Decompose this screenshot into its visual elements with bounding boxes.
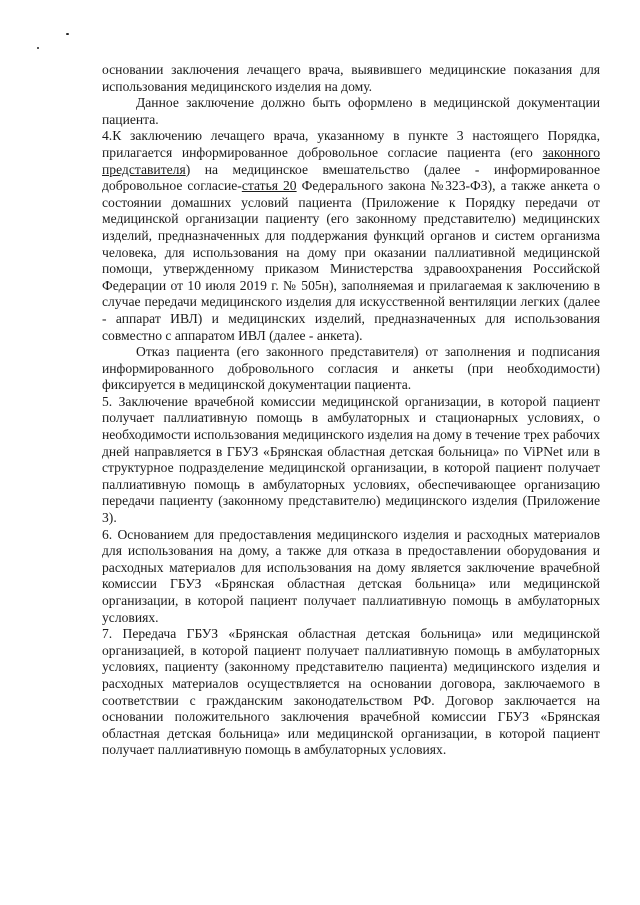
scan-speck <box>37 47 39 49</box>
paragraph-p4 <box>102 394 600 527</box>
text-segment: Данное заключение должно быть оформлено в медицинской документации пациента. <box>102 95 600 127</box>
underlined-reference: законного представителя <box>102 144 600 177</box>
paragraph-p1 <box>102 95 600 128</box>
document-body <box>102 62 600 759</box>
text-segment: 4.К заключению лечащего врача, указанному в пункте 3 настоящего Порядка, прилагается информированное добровольное согласие пациента (его <box>102 128 600 160</box>
text-segment: 6. Основанием для предоставления медицинского изделия и расходных материалов для использования на дому, а также для отказа в предоставлении оборудования и расходных материалов для использования на дому является заключение врачебной комиссии ГБУЗ «Брянская областная детская больница» или медицинской организации, в которой пациент получает паллиативную помощь в амбулаторных условиях. <box>102 526 600 625</box>
paragraph-p6 <box>102 626 600 759</box>
paragraph-p2 <box>102 128 600 344</box>
text-segment: Федерального закона №323-ФЗ), а также анкета о состоянии домашних условий пациента (Приложение к Порядку передачи от медицинской организации пациенту (его законному представителю) медицинских изделий, предназначенных для поддержания функций органов и систем организма человека, для использования на дому при оказании паллиативной медицинской помощи, утвержденному приказом Министерства здравоохранения Российской Федерации от 10 июля 2019 г. № 505н), заполняемая и прилагаемая к заключению в случае передачи медицинского изделия для искусственной вентиляции легких (далее - аппарат ИВЛ) и медицинских изделий, предназначенных для использования совместно с аппаратом ИВЛ (далее - анкета). <box>102 178 600 343</box>
text-segment: 5. Заключение врачебной комиссии медицинской организации, в которой пациент получает паллиативную помощь в амбулаторных и стационарных условиях, о необходимости использования медицинского изделия на дому в течение трех рабочих дней направляется в ГБУЗ «Брянская областная детская больница» по ViPNet или в структурное подразделение медицинской организации, в которой пациент получает паллиативную помощь в амбулаторных условиях, обеспечивающее организацию передачи пациенту (законному представителю) медицинского изделия (Приложение 3). <box>102 393 600 526</box>
scan-speck <box>66 33 69 35</box>
text-segment: Отказ пациента (его законного представителя) от заполнения и подписания информированного добровольного согласия и анкеты (при необходимости) фиксируется в медицинской документации пациента. <box>102 344 600 393</box>
underlined-reference: статья 20 <box>241 178 297 194</box>
text-segment: 7. Передача ГБУЗ «Брянская областная детская больница» или медицинской организацией, в которой пациент получает паллиативную помощь в амбулаторных условиях, пациенту (законному представителю пациента) медицинского изделия и расходных материалов осуществляется на основании договора, заключаемого в соответствии с гражданским законодательством РФ. Договор заключается на основании положительного заключения врачебной комиссии ГБУЗ «Брянская областная детская больница» или медицинской организации, в которой пациент получает паллиативную помощь в амбулаторных условиях. <box>102 626 600 758</box>
text-segment: ) на медицинское вмешательство (далее - информированное добровольное согласие- <box>102 161 600 194</box>
paragraph-p5 <box>102 527 600 627</box>
text-segment: основании заключения лечащего врача, выявившего медицинские показания для использования медицинского изделия на дому. <box>102 62 600 94</box>
paragraph-p0 <box>102 62 600 95</box>
paragraph-p3 <box>102 344 600 394</box>
